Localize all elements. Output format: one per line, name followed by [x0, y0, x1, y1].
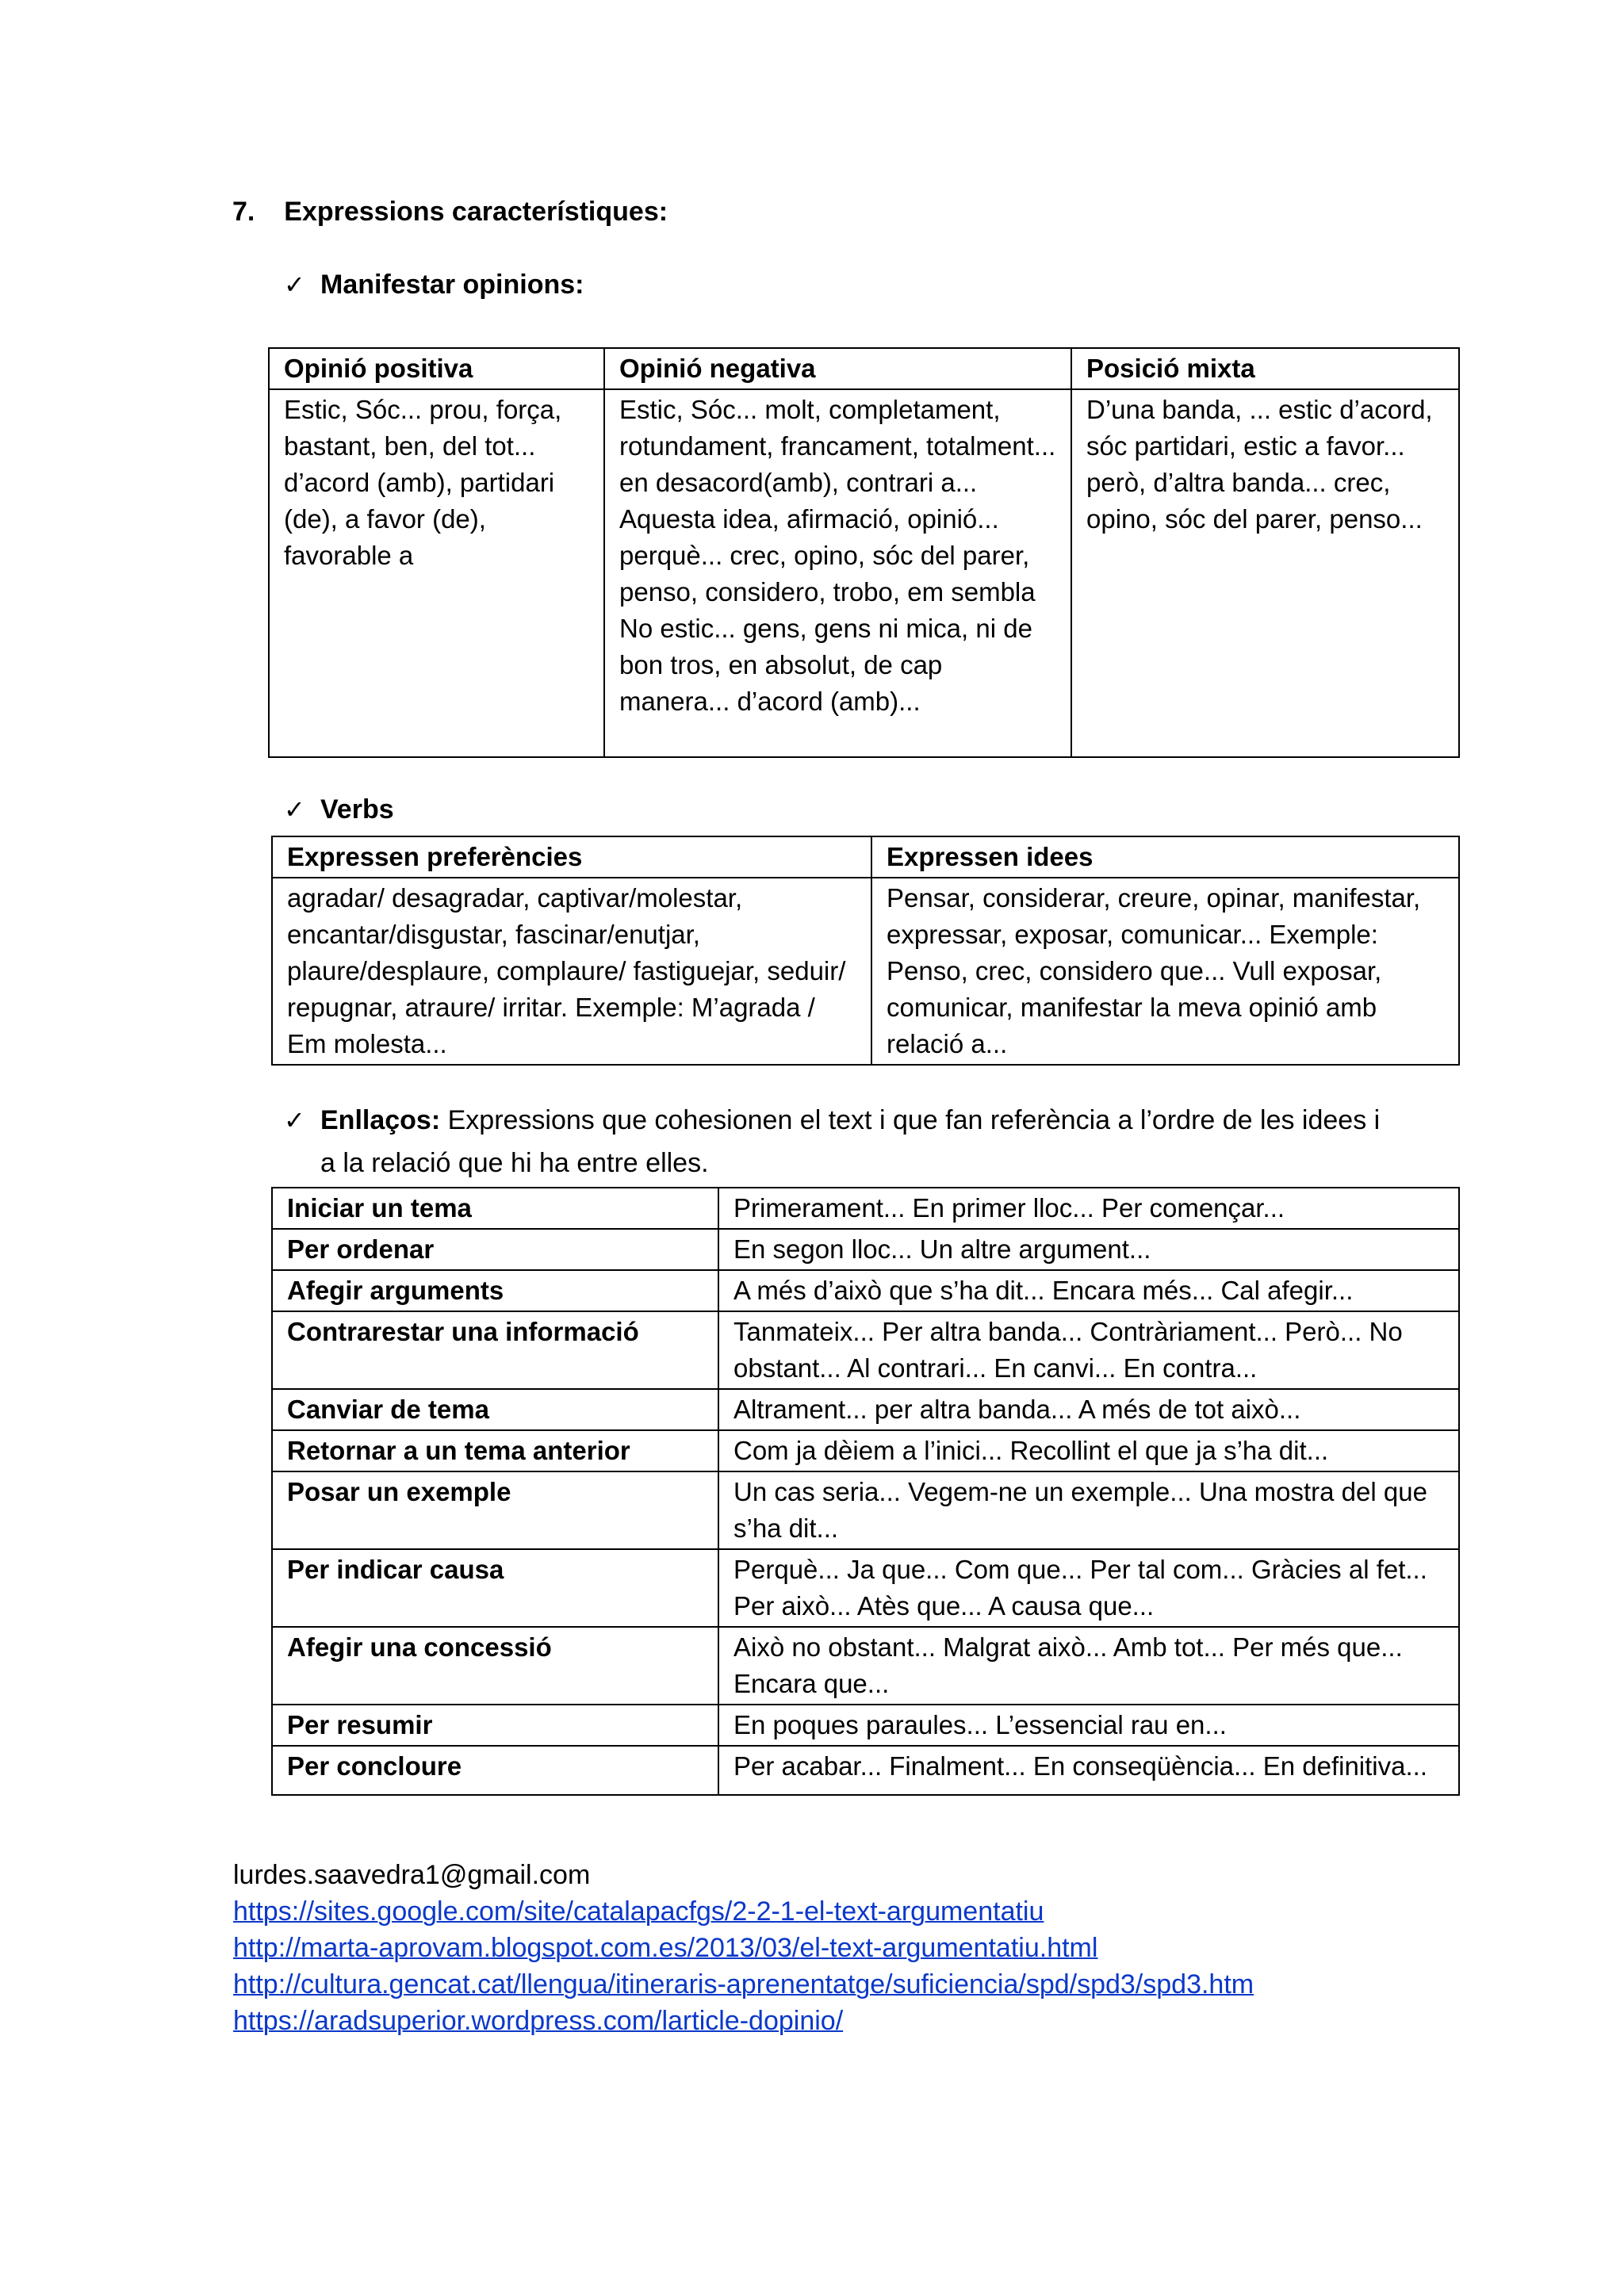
check-icon: ✓	[284, 795, 305, 824]
links-description-line2: a la relació que hi ha entre elles.	[320, 1148, 709, 1178]
check-icon: ✓	[284, 1106, 305, 1135]
cell-mixed: D’una banda, ... estic d’acord, sóc partidari, estic a favor... però, d’altra banda... crec, opino, sóc del parer, penso...	[1071, 389, 1459, 757]
row-label: Afegir arguments	[272, 1270, 718, 1311]
verbs-heading	[284, 791, 394, 828]
opinions-table	[268, 347, 1460, 758]
section-title: Expressions característiques:	[284, 197, 668, 227]
table-row	[272, 1188, 1459, 1229]
table-row	[272, 1229, 1459, 1270]
row-text: A més d’això que s’ha dit... Encara més... Cal afegir...	[718, 1270, 1459, 1311]
check-icon: ✓	[284, 270, 305, 299]
verbs-table	[271, 836, 1460, 1066]
header-mixed: Posició mixta	[1071, 348, 1459, 389]
cell-negative: Estic, Sóc... molt, completament, rotundament, francament, totalment... en desacord(amb), contrari a... Aquesta idea, afirmació, opinió... perquè... crec, opino, sóc del parer, penso, considero, trobo, em sembla No estic... gens, gens ni mica, ni de bon tros, en absolut, de cap manera... d’acord (amb)...	[604, 389, 1071, 757]
footer-link-4[interactable]: https://aradsuperior.wordpress.com/larticle-dopinio/	[233, 2006, 844, 2036]
footer-link-2[interactable]: http://marta-aprovam.blogspot.com.es/2013/03/el-text-argumentatiu.html	[233, 1933, 1098, 1963]
section-number: 7.	[232, 197, 255, 227]
table-row	[272, 878, 1459, 1065]
table-row	[269, 389, 1459, 757]
footer-email: lurdes.saavedra1@gmail.com	[233, 1860, 591, 1890]
row-text: Això no obstant... Malgrat això... Amb tot... Per més que... Encara que...	[718, 1627, 1459, 1705]
row-text: Un cas seria... Vegem-ne un exemple... Una mostra del que s’ha dit...	[718, 1471, 1459, 1549]
cell-positive: Estic, Sóc... prou, força, bastant, ben, del tot... d’acord (amb), partidari (de), a favor (de), favorable a	[269, 389, 604, 757]
table-row	[272, 1705, 1459, 1746]
opinions-heading	[284, 266, 584, 303]
table-row	[272, 1430, 1459, 1471]
footer-link-1[interactable]: https://sites.google.com/site/catalapacfgs/2-2-1-el-text-argumentatiu	[233, 1896, 1044, 1927]
cell-ideas: Pensar, considerar, creure, opinar, manifestar, expressar, exposar, comunicar... Exemple: Penso, crec, considero que... Vull exposar, comunicar, manifestar la meva opinió amb relació a...	[871, 878, 1459, 1065]
row-label: Per indicar causa	[272, 1549, 718, 1627]
table-row	[272, 1311, 1459, 1389]
links-heading	[284, 1102, 1457, 1181]
row-text: Per acabar... Finalment... En conseqüència... En definitiva...	[718, 1746, 1459, 1795]
row-label: Iniciar un tema	[272, 1188, 718, 1229]
row-label: Canviar de tema	[272, 1389, 718, 1430]
row-label: Per concloure	[272, 1746, 718, 1795]
row-label: Contrarestar una informació	[272, 1311, 718, 1389]
table-header-row	[272, 836, 1459, 878]
links-table	[271, 1187, 1460, 1796]
table-row	[272, 1389, 1459, 1430]
header-negative: Opinió negativa	[604, 348, 1071, 389]
table-row	[272, 1270, 1459, 1311]
links-title: Enllaços:	[320, 1105, 441, 1135]
footer	[233, 1857, 1254, 2039]
footer-link-3[interactable]: http://cultura.gencat.cat/llengua/itineraris-aprenentatge/suficiencia/spd/spd3/spd3.htm	[233, 1969, 1254, 1999]
row-text: En segon lloc... Un altre argument...	[718, 1229, 1459, 1270]
table-row	[272, 1549, 1459, 1627]
table-row	[272, 1627, 1459, 1705]
row-label: Afegir una concessió	[272, 1627, 718, 1705]
header-preferences: Expressen preferències	[272, 836, 871, 878]
table-row	[272, 1471, 1459, 1549]
row-text: En poques paraules... L’essencial rau en...	[718, 1705, 1459, 1746]
cell-preferences: agradar/ desagradar, captivar/molestar, encantar/disgustar, fascinar/enutjar, plaure/desplaure, complaure/ fastiguejar, seduir/ repugnar, atraure/ irritar. Exemple: M’agrada / Em molesta...	[272, 878, 871, 1065]
opinions-title: Manifestar opinions:	[320, 270, 584, 300]
row-label: Per resumir	[272, 1705, 718, 1746]
links-description: Expressions que cohesionen el text i que fan referència a l’ordre de les idees i	[440, 1105, 1381, 1135]
section-heading	[232, 193, 668, 230]
row-label: Posar un exemple	[272, 1471, 718, 1549]
row-text: Primerament... En primer lloc... Per començar...	[718, 1188, 1459, 1229]
table-row	[272, 1746, 1459, 1795]
row-label: Per ordenar	[272, 1229, 718, 1270]
row-text: Altrament... per altra banda... A més de tot això...	[718, 1389, 1459, 1430]
row-text: Tanmateix... Per altra banda... Contràriament... Però... No obstant... Al contrari... En canvi... En contra...	[718, 1311, 1459, 1389]
verbs-title: Verbs	[320, 794, 394, 825]
table-header-row	[269, 348, 1459, 389]
row-text: Perquè... Ja que... Com que... Per tal com... Gràcies al fet... Per això... Atès que... A causa que...	[718, 1549, 1459, 1627]
header-ideas: Expressen idees	[871, 836, 1459, 878]
header-positive: Opinió positiva	[269, 348, 604, 389]
row-text: Com ja dèiem a l’inici... Recollint el que ja s’ha dit...	[718, 1430, 1459, 1471]
row-label: Retornar a un tema anterior	[272, 1430, 718, 1471]
